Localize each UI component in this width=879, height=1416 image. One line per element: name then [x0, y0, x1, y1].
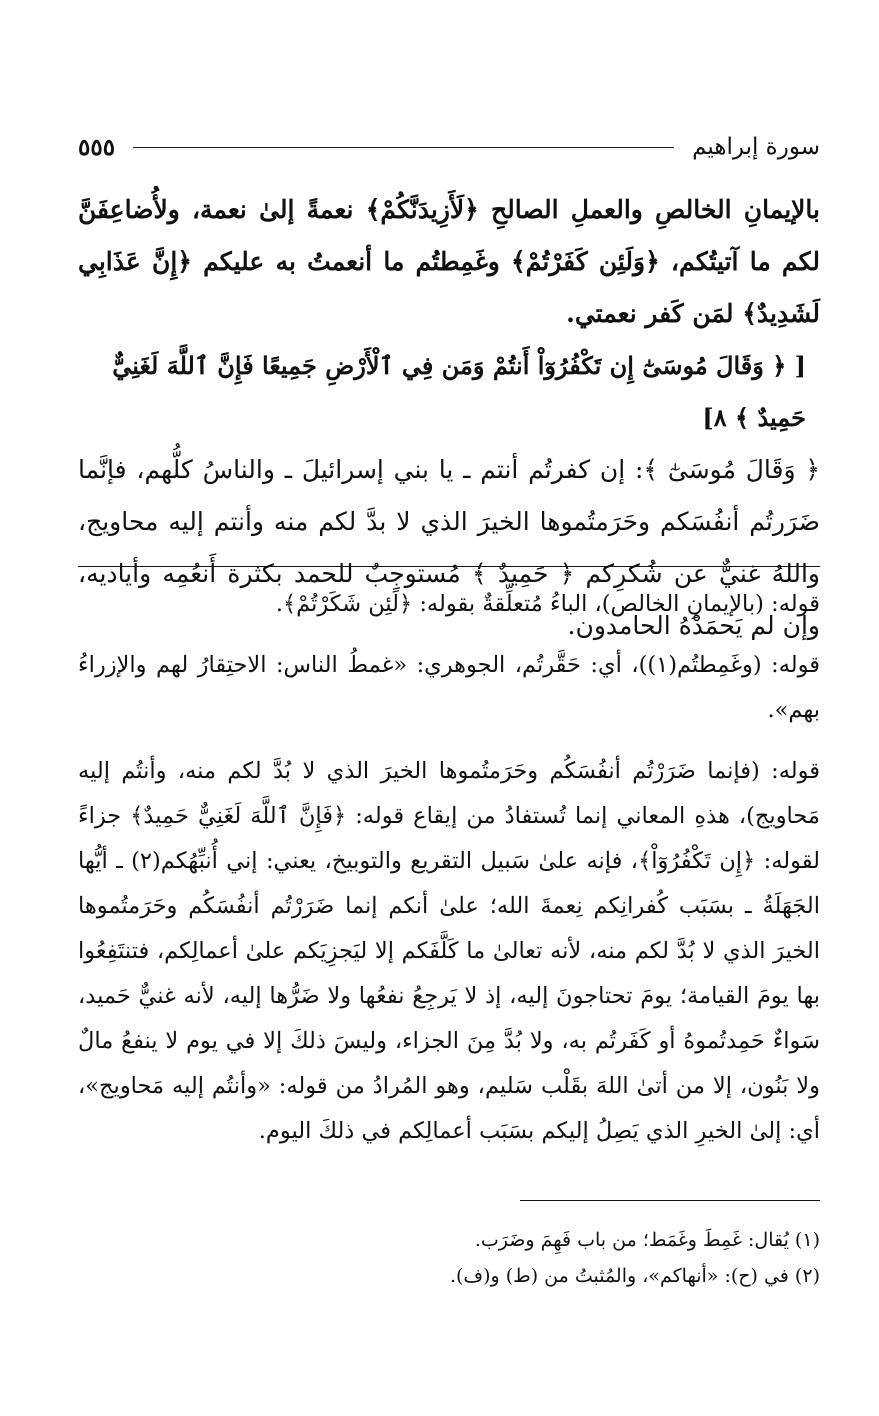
quran-verse: [ ﴿ وَقَالَ مُوسَىٰٓ إِن تَكْفُرُوٓاْ أَنتُمْ وَمَن فِي ٱلْأَرْضِ جَمِيعًا فَإِنَّ ٱللَّهَ لَغَنِيٌّ حَمِيدٌ ﴾ ٨]: [112, 351, 806, 432]
main-paragraph-1: بالإيمانِ الخالصِ والعملِ الصالحِ ﴿لَأَزِيدَنَّكُمْ﴾ نعمةً إلىٰ نعمة، ولأُضاعِفَنَّ لكم ما آتيتُكم، ﴿وَلَئِن كَفَرْتُمْ﴾ وغَمِطتُم ما أنعمتُ به عليكم ﴿إِنَّ عَذَابِي لَشَدِيدٌ﴾ لمَن كَفر نعمتي.: [78, 195, 820, 328]
commentary-paragraph-3: قوله: (فإنما ضَرَرْتُم أنفُسَكُم وحَرَمتُموها الخيرَ الذي لا بُدَّ لكم منه، وأنتُم إليه مَحاويج)، هذهِ المعاني إنما تُستفادُ من إيقاع قوله: ﴿فَإِنَّ ٱللَّهَ لَغَنِيٌّ حَمِيدٌ﴾ جزاءً لقوله: ﴿إِن تَكْفُرُوٓاْ﴾، فإنه علىٰ سَبيل التقريع والتوبيخ، يعني: إني أُنبِّهُكم(٢) ـ أيُّها الجَهَلَةُ ـ بسَبَب كُفرانِكم نِعمةَ الله؛ علىٰ أنكم إنما ضَرَرْتُم أنفُسَكُم وحَرَمتُموها الخيرَ الذي لا بُدَّ لكم منه، لأنه تعالىٰ ما كَلَّفَكم إلا ليَجزِيَكم علىٰ أعمالِكم، فتنتَفِعُوا بها يومَ القيامة؛ يومَ تحتاجونَ إليه، إذ لا يَرجِعُ نفعُها ولا ضَرُّها إليه، لأنه غنيٌّ حَميد، سَواءٌ حَمِدتُموهُ أو كَفَرتُم به، ولا بُدَّ مِنَ الجزاء، وليسَ ذلكَ إلا في يوم لا ينفعُ مالٌ ولا بَنُون، إلا من أتىٰ اللهَ بقَلْب سَليم، وهو المُرادُ من قوله: «وأنتُم إليه مَحاويج»، أي: إلىٰ الخيرِ الذي يَصِلُ إليكم بسَبَب أعمالِكم في ذلكَ اليوم.: [78, 758, 820, 1144]
commentary-paragraph-2: قوله: (وغَمِطتُم(١))، أي: حَقَّرتُم، الجوهري: «غمطُ الناس: الاحتِقارُ لهم والإزراءُ بهم».: [78, 652, 821, 723]
footnotes: [78, 1222, 820, 1294]
surah-title: سورة إبراهيم: [692, 134, 820, 160]
footnote-1: (١) يُقال: غَمِطَ وغَمَط؛ من باب فَهِمَ وضَرَب.: [474, 1229, 820, 1251]
page-number: ٥٥٥: [78, 133, 116, 161]
footnote-2: (٢) في (ح): «أنهاكم»، والمُثبتُ من (ط) و(ف).: [449, 1265, 820, 1287]
main-separator: [78, 566, 820, 567]
commentary-paragraph-1: قوله: (بالإيمانِ الخالص)، الباءُ مُتعلِّقةٌ بقوله: ﴿لَئِن شَكَرْتُمْ﴾.: [275, 591, 820, 617]
commentary: [78, 582, 820, 1154]
main-paragraph-2: ﴿ وَقَالَ مُوسَىٰٓ ﴾: إن كفرتُم أنتم ـ يا بني إسرائيلَ ـ والناسُ كلُّهم، فإنَّما ضَرَرتُم أنفُسَكم وحَرَمتُموها الخيرَ الذي لا بدَّ لكم منه وأنتم إليه محاويج، واللهُ غنيٌّ عن شُكرِكم ﴿ حَمِيدٌ ﴾ مُستوجِبٌ للحمد بكثرة أَنعُمِه وأياديه، وإن لم يَحمَدْهُ الحامدون.: [78, 455, 820, 640]
footnote-separator: [520, 1200, 820, 1201]
header-rule: [133, 147, 674, 148]
page-header: [78, 132, 820, 162]
